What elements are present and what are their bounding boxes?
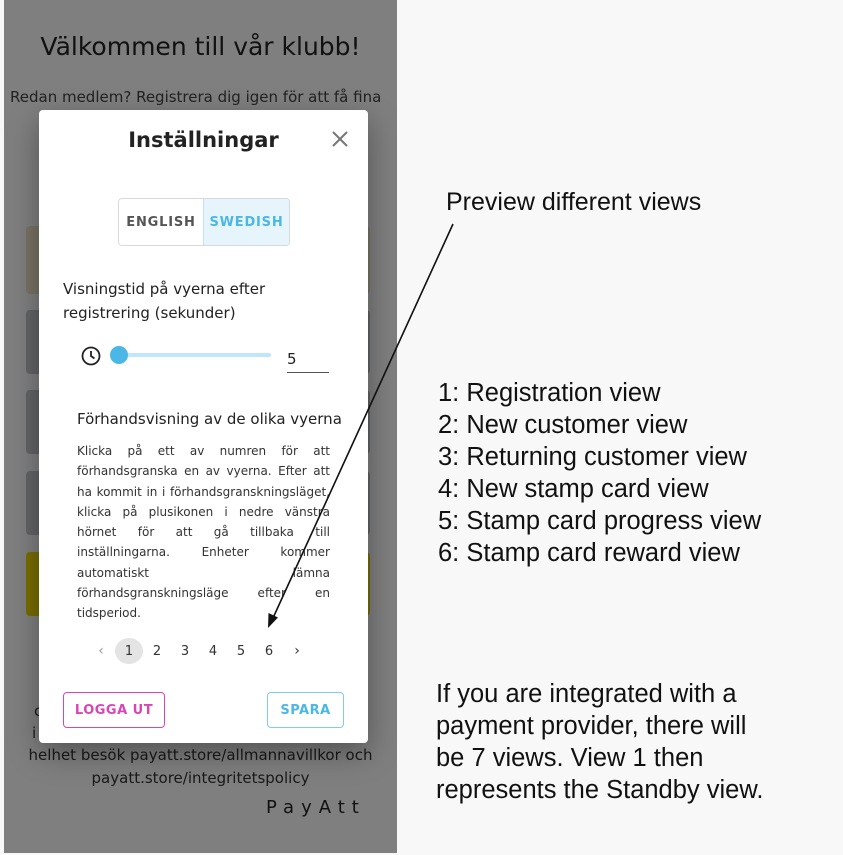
language-english-button[interactable]: ENGLISH (119, 199, 203, 245)
pager-page-3[interactable]: 3 (180, 643, 190, 659)
pager-next-button[interactable]: › (294, 643, 300, 659)
dialog-title: Inställningar (128, 128, 279, 152)
annotation-view-item: 2: New customer view (438, 411, 688, 439)
annotation-note-line: be 7 views. View 1 then (436, 744, 704, 772)
save-button[interactable]: SPARA (267, 692, 344, 728)
display-time-label: Visningstid på vyerna efter registrering (sekunder) (63, 280, 266, 322)
pager-page-6[interactable]: 6 (264, 643, 274, 659)
language-swedish-button[interactable]: SWEDISH (203, 199, 289, 245)
pager-page-1[interactable]: 1 (115, 638, 143, 664)
annotation-note-line: If you are integrated with a (436, 680, 737, 708)
logout-button[interactable]: LOGGA UT (63, 692, 165, 728)
pager-page-2[interactable]: 2 (152, 643, 162, 659)
annotation-view-item: 1: Registration view (438, 379, 661, 407)
preview-description: Klicka på ett av numren för att förhandsgranska en av vyerna. Efter att ha kommit in i förhandsgranskningsläget, klicka på plusikonen i nedre vänstra hörnet för att gå tillbaka till inställningarna. Enheter kommer automatiskt lämna förhandsgranskningsläge efter en tidsperiod. (77, 444, 330, 621)
annotation-note-line: payment provider, there will (436, 712, 747, 740)
annotation-payment-note (436, 678, 836, 806)
annotation-view-item: 6: Stamp card reward view (438, 539, 740, 567)
annotation-view-item: 4: New stamp card view (438, 475, 709, 503)
annotation-views-list (438, 377, 761, 569)
pager-page-5[interactable]: 5 (236, 643, 246, 659)
pager-page-4[interactable]: 4 (208, 643, 218, 659)
preview-title: Förhandsvisning av de olika vyerna (77, 410, 342, 428)
annotation-note-line: represents the Standby view. (436, 776, 764, 804)
annotation-preview-label: Preview different views (446, 188, 702, 216)
annotation-view-item: 3: Returning customer view (438, 443, 747, 471)
annotation-view-item: 5: Stamp card progress view (438, 507, 762, 535)
pager-prev-button[interactable]: ‹ (98, 643, 104, 659)
